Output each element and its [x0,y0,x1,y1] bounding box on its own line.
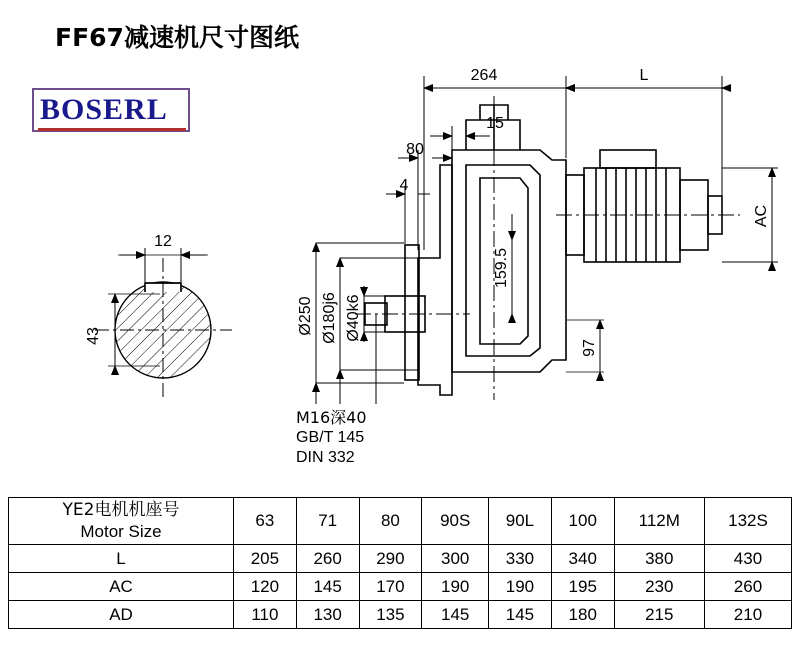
table-cell: 110 [234,601,297,629]
dim-264-label: 264 [470,67,498,84]
left-dimensions [316,243,418,404]
left-view-width-label: 12 [154,233,172,250]
table-row [9,601,792,629]
table-col-header: 112M [614,498,704,545]
motor-size-table [8,497,792,629]
table-cell: 180 [551,601,614,629]
table-col-header: 63 [234,498,297,545]
table-cell: 145 [296,573,359,601]
table-header-label [9,498,234,545]
table-col-header: 71 [296,498,359,545]
table-cell: 430 [704,545,791,573]
logo-text: BOSERL [40,93,168,126]
thread-note-line-2: GB/T 145 [296,429,365,446]
table-cell: 130 [296,601,359,629]
top-dimensions [386,76,722,250]
table-col-header: 132S [704,498,791,545]
dim-AC-label: AC [753,204,770,228]
dim-80-label: 80 [406,141,424,158]
table-col-header: 80 [359,498,422,545]
left-view [115,282,211,378]
motor [566,150,722,262]
dim-L-label: L [639,67,649,84]
thread-note [296,408,367,468]
table-cell: 260 [704,573,791,601]
table-cell: 135 [359,601,422,629]
left-view-height-label: 43 [85,327,102,345]
page-title: FF67减速机尺寸图纸 [55,23,299,52]
left-view-dimension-lines [108,248,208,366]
table-header-label-en: Motor Size [80,522,162,541]
dim-15-label: 15 [486,115,504,132]
table-col-header: 90S [422,498,489,545]
dim-d250-label: Ø250 [297,296,314,336]
dim-4-label: 4 [399,177,409,194]
table-header-label-cn: YE2电机机座号 [62,500,180,520]
table-cell: 170 [359,573,422,601]
table-cell: 210 [704,601,791,629]
table-col-header: 100 [551,498,614,545]
gearbox-body [365,105,566,395]
thread-note-line-1: M16深40 [296,408,367,427]
table-cell: 205 [234,545,297,573]
thread-note-line-3: DIN 332 [296,449,355,466]
table-row [9,545,792,573]
table-header-row [9,498,792,545]
row-label: AD [9,601,234,629]
table-cell: 290 [359,545,422,573]
table-cell: 190 [422,573,489,601]
table-cell: 195 [551,573,614,601]
table-cell: 300 [422,545,489,573]
table-cell: 380 [614,545,704,573]
dim-d40-label: Ø40k6 [345,294,362,342]
table-cell: 230 [614,573,704,601]
dim-97-label: 97 [581,339,598,357]
table-cell: 330 [489,545,552,573]
row-label: AC [9,573,234,601]
dim-d180-label: Ø180j6 [321,292,338,344]
table-cell: 145 [422,601,489,629]
table-cell: 120 [234,573,297,601]
logo-underline [38,128,186,131]
table-cell: 190 [489,573,552,601]
table-cell: 215 [614,601,704,629]
dim-1595-label: 159.5 [493,247,510,289]
left-view-centerlines [95,258,232,398]
table-cell: 340 [551,545,614,573]
table-row [9,573,792,601]
row-label: L [9,545,234,573]
table-col-header: 90L [489,498,552,545]
table-cell: 260 [296,545,359,573]
main-view-centerlines [355,96,740,400]
table-cell: 145 [489,601,552,629]
right-dimensions [512,168,778,372]
